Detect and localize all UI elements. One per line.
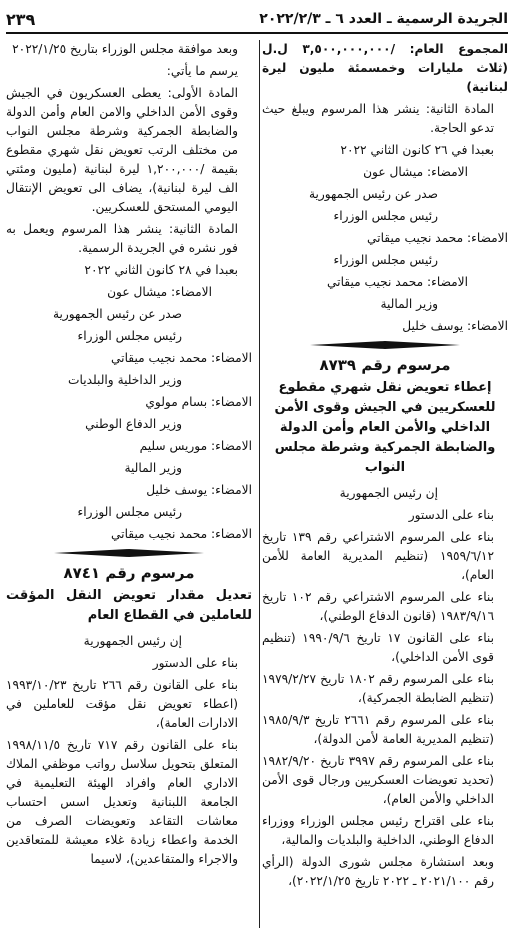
preamble-line: بناء على المرسوم رقم ١٨٠٢ تاريخ ١٩٧٩/٢/٢٧ (تنظيم الضابطة الجمركية)،: [262, 672, 494, 705]
decrees-line: يرسم ما يأتي:: [166, 64, 238, 78]
preamble-line: بناء على المرسوم الاشتراعي رقم ١٠٢ تاريخ ١٩٨٣/٩/١٦ (قانون الدفاع الوطني)،: [262, 590, 494, 623]
article-two: المادة الثانية: ينشر هذا المرسوم ويبلغ حيث تدعو الحاجة.: [262, 102, 494, 135]
signature-line: الامضاء: ميشال عون: [363, 165, 468, 179]
ornament-divider: [310, 340, 460, 350]
signature-line: الامضاء: يوسف خليل: [146, 483, 252, 497]
total-amount: المجموع العام: /٣,٥٠٠,٠٠٠,٠٠٠ ل.ل (ثلاث مليارات وخمسمئة مليون ليرة لبنانية): [262, 42, 508, 94]
signature-line: الامضاء: محمد نجيب ميقاتي: [327, 275, 468, 289]
preamble-line: إن رئيس الجمهورية: [339, 486, 438, 500]
date-place: بعبدا في ٢٨ كانون الثاني ٢٠٢٢: [84, 263, 238, 277]
issued-by: صدر عن رئيس الجمهورية: [308, 187, 438, 201]
preamble-line: بناء على القانون ١٧ تاريخ ١٩٩٠/٩/٦ (تنظيم قوى الأمن الداخلي)،: [262, 631, 494, 664]
signatory-title: رئيس مجلس الوزراء: [77, 505, 182, 519]
column-divider: [259, 40, 260, 928]
preamble-line: بناء على الدستور: [408, 508, 494, 522]
signatory-title: رئيس مجلس الوزراء: [333, 209, 438, 223]
signatory-title: رئيس مجلس الوزراء: [77, 329, 182, 343]
page-header: [6, 6, 508, 34]
right-column: [262, 40, 508, 928]
signatory-title: وزير المالية: [380, 297, 438, 311]
signature-line: الامضاء: بسام مولوي: [145, 395, 252, 409]
signature-line: الامضاء: يوسف خليل: [402, 319, 508, 333]
decree-number: مرسوم رقم ٨٧٤١: [63, 564, 195, 582]
decree-title: تعديل مقدار تعويض النقل المؤقت للعاملين في القطاع العام: [6, 588, 252, 623]
page-number: ٢٣٩: [6, 9, 36, 29]
signature-line: الامضاء: محمد نجيب ميقاتي: [367, 231, 508, 245]
signatory-title: وزير الداخلية والبلديات: [68, 373, 182, 387]
decree-title: إعطاء تعويض نقل شهري مقطوع للعسكريين في الجيش وقوى الأمن الداخلي والأمن العام وأمن الدولة والضابطة الجمركية وشرطة مجلس النواب: [274, 380, 496, 475]
preamble-line: بناء على القانون رقم ٧١٧ تاريخ ١٩٩٨/١١/٥ المتعلق بتحويل سلاسل رواتب موظفي الملاك الاداري العام وافراد الهيئة التعليمية في الجامعة اللبنانية وتعديل اسس احتساب معاشات التقاعد وتعويضات الصرف من الخدمة واعطاء زيادة غلاء معيشة للمتعاقدين والاجراء والمتقاعدين)، لاسيما: [6, 738, 238, 866]
signature-line: الامضاء: محمد نجيب ميقاتي: [111, 351, 252, 365]
article-one: المادة الأولى: يعطى العسكريون في الجيش وقوى الأمن الداخلي والامن العام وأمن الدولة والضابطة الجمركية وشرطة مجلس النواب من مختلف الرتب تعويض نقل شهري مقطوع بقيمة /١,٢٠٠,٠٠٠ ليرة لبنانية (مليون ومئتي الف ليرة لبنانية)، يضاف الى تعويض الإنتقال اليومي المستحق للعسكريين.: [6, 86, 238, 214]
issued-by: صدر عن رئيس الجمهورية: [52, 307, 182, 321]
preamble-line: وبعد استشارة مجلس شورى الدولة (الرأي رقم ٢٠٢١/١٠٠ ـ ٢٠٢٢ تاريخ ٢٠٢٢/١/٢٥)،: [262, 855, 494, 888]
signature-line: الامضاء: محمد نجيب ميقاتي: [111, 527, 252, 541]
article-two: المادة الثانية: ينشر هذا المرسوم ويعمل به فور نشره في الجريدة الرسمية.: [6, 222, 238, 255]
signatory-title: وزير المالية: [124, 461, 182, 475]
preamble-line: إن رئيس الجمهورية: [83, 634, 182, 648]
date-place: بعبدا في ٢٦ كانون الثاني ٢٠٢٢: [340, 143, 494, 157]
ornament-divider: [54, 548, 204, 558]
signature-line: الامضاء: موريس سليم: [139, 439, 252, 453]
preamble-line: بناء على المرسوم الاشتراعي رقم ١٣٩ تاريخ ١٩٥٩/٦/١٢ (تنظيم المديرية العامة للأمن العام)،: [262, 530, 494, 582]
preamble-line: بناء على المرسوم رقم ٢٦٦١ تاريخ ١٩٨٥/٩/٣ (تنظيم المديرية العامة لأمن الدولة)،: [262, 713, 494, 746]
decree-number: مرسوم رقم ٨٧٣٩: [319, 356, 451, 374]
preamble-line: بناء على المرسوم رقم ٣٩٩٧ تاريخ ١٩٨٢/٩/٢٠ (تحديد تعويضات العسكريين ورجال قوى الأمن الداخلي والأمن العام)،: [262, 754, 494, 806]
approval-line: وبعد موافقة مجلس الوزراء بتاريخ ٢٠٢٢/١/٢٥: [12, 42, 238, 56]
gazette-title: الجريدة الرسمية ـ العدد ٦ ـ ٢٠٢٢/٢/٣: [259, 11, 508, 27]
signatory-title: رئيس مجلس الوزراء: [333, 253, 438, 267]
signatory-title: وزير الدفاع الوطني: [85, 417, 182, 431]
preamble-line: بناء على الدستور: [152, 656, 238, 670]
preamble-line: بناء على القانون رقم ٢٦٦ تاريخ ١٩٩٣/١٠/٢٣ (اعطاء تعويض نقل مؤقت للعاملين في الادارات العامة)،: [6, 678, 239, 730]
signature-line: الامضاء: ميشال عون: [107, 285, 212, 299]
left-column: [6, 40, 252, 928]
preamble-line: بناء على اقتراح رئيس مجلس الوزراء ووزراء الدفاع الوطني، الداخلية والبلديات والمالية،: [262, 814, 494, 847]
